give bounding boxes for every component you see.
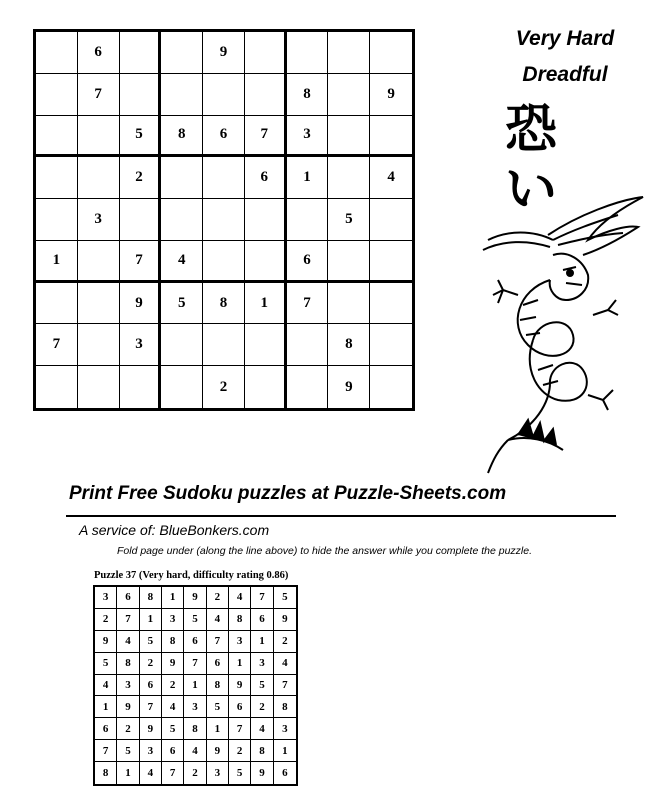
answer-cell: 1 bbox=[140, 609, 162, 631]
puzzle-cell bbox=[120, 366, 162, 408]
answer-cell: 2 bbox=[117, 718, 139, 740]
puzzle-cell: 3 bbox=[78, 199, 120, 241]
answer-cell: 3 bbox=[251, 653, 273, 675]
puzzle-cell bbox=[36, 32, 78, 74]
puzzle-cell bbox=[328, 116, 370, 158]
answer-cell: 7 bbox=[162, 762, 184, 784]
puzzle-cell bbox=[245, 241, 287, 283]
answer-caption: Puzzle 37 (Very hard, difficulty rating 0.86) bbox=[94, 570, 289, 581]
answer-cell: 2 bbox=[207, 587, 229, 609]
answer-cell: 9 bbox=[207, 740, 229, 762]
answer-cell: 6 bbox=[140, 675, 162, 697]
answer-cell: 1 bbox=[207, 718, 229, 740]
answer-cell: 7 bbox=[207, 631, 229, 653]
puzzle-cell bbox=[161, 32, 203, 74]
answer-cell: 6 bbox=[117, 587, 139, 609]
puzzle-cell bbox=[245, 32, 287, 74]
puzzle-cell: 9 bbox=[328, 366, 370, 408]
answer-cell: 1 bbox=[251, 631, 273, 653]
puzzle-cell bbox=[36, 116, 78, 158]
puzzle-cell bbox=[287, 32, 329, 74]
answer-cell: 6 bbox=[207, 653, 229, 675]
answer-cell: 5 bbox=[251, 675, 273, 697]
answer-cell: 3 bbox=[274, 718, 296, 740]
answer-cell: 7 bbox=[274, 675, 296, 697]
answer-cell: 1 bbox=[184, 675, 206, 697]
answer-cell: 6 bbox=[282, 767, 288, 780]
answer-cell: 8 bbox=[95, 762, 117, 784]
answer-cell: 4 bbox=[274, 653, 296, 675]
answer-cell: 2 bbox=[251, 696, 273, 718]
puzzle-cell bbox=[203, 241, 245, 283]
puzzle-cell bbox=[36, 366, 78, 408]
answer-cell: 8 bbox=[207, 675, 229, 697]
puzzle-cell bbox=[370, 199, 412, 241]
puzzle-cell: 5 bbox=[328, 199, 370, 241]
puzzle-cell bbox=[328, 241, 370, 283]
answer-cell: 4 bbox=[162, 696, 184, 718]
difficulty-sublabel: Dreadful bbox=[522, 63, 608, 86]
answer-cell: 4 bbox=[117, 631, 139, 653]
answer-cell: 9 bbox=[184, 587, 206, 609]
puzzle-cell bbox=[78, 283, 120, 325]
answer-cell: 4 bbox=[207, 609, 229, 631]
answer-cell: 7 bbox=[251, 587, 273, 609]
puzzle-cell bbox=[120, 32, 162, 74]
puzzle-cell: 3 bbox=[287, 116, 329, 158]
answer-cell: 5 bbox=[229, 762, 251, 784]
answer-cell: 7 bbox=[117, 609, 139, 631]
puzzle-cell bbox=[78, 324, 120, 366]
answer-cell: 4 bbox=[229, 587, 251, 609]
answer-cell: 8 bbox=[184, 718, 206, 740]
answer-cell: 5 bbox=[207, 696, 229, 718]
answer-cell: 5 bbox=[140, 631, 162, 653]
puzzle-cell bbox=[78, 241, 120, 283]
answer-cell: 6 bbox=[229, 696, 251, 718]
answer-cell: 3 bbox=[140, 740, 162, 762]
answer-cell: 3 bbox=[229, 631, 251, 653]
puzzle-cell bbox=[120, 74, 162, 116]
puzzle-cell: 6 bbox=[78, 32, 120, 74]
puzzle-cell bbox=[370, 283, 412, 325]
puzzle-cell bbox=[328, 157, 370, 199]
answer-cell: 9 bbox=[95, 631, 117, 653]
puzzle-cell bbox=[78, 116, 120, 158]
answer-cell: 1 bbox=[95, 696, 117, 718]
answer-cell: 2 bbox=[229, 740, 251, 762]
answer-cell: 4 bbox=[251, 718, 273, 740]
puzzle-cell: 8 bbox=[161, 116, 203, 158]
puzzle-cell bbox=[370, 324, 412, 366]
puzzle-cell: 6 bbox=[203, 116, 245, 158]
puzzle-cell bbox=[36, 157, 78, 199]
puzzle-cell bbox=[161, 366, 203, 408]
kanji-character: い bbox=[505, 159, 558, 220]
puzzle-cell bbox=[370, 366, 412, 408]
puzzle-cell: 1 bbox=[245, 283, 287, 325]
puzzle-cell: 8 bbox=[287, 74, 329, 116]
puzzle-cell bbox=[287, 366, 329, 408]
answer-cell: 6 bbox=[162, 740, 184, 762]
puzzle-cell: 5 bbox=[161, 283, 203, 325]
answer-cell: 3 bbox=[207, 762, 229, 784]
answer-cell: 8 bbox=[140, 587, 162, 609]
kanji-character: 恐 bbox=[505, 99, 558, 160]
puzzle-cell: 8 bbox=[203, 283, 245, 325]
answer-cell: 2 bbox=[274, 631, 296, 653]
puzzle-cell bbox=[120, 199, 162, 241]
difficulty-label: Very Hard bbox=[515, 27, 615, 50]
puzzle-cell: 6 bbox=[245, 157, 287, 199]
puzzle-cell bbox=[36, 74, 78, 116]
puzzle-cell: 7 bbox=[36, 324, 78, 366]
answer-cell: 7 bbox=[95, 740, 117, 762]
answer-cell: 3 bbox=[95, 587, 117, 609]
answer-cell: 9 bbox=[140, 718, 162, 740]
puzzle-cell bbox=[287, 324, 329, 366]
answer-cell: 5 bbox=[95, 653, 117, 675]
puzzle-cell bbox=[161, 74, 203, 116]
puzzle-cell: 8 bbox=[328, 324, 370, 366]
puzzle-cell bbox=[161, 199, 203, 241]
puzzle-cell bbox=[328, 74, 370, 116]
puzzle-cell: 9 bbox=[370, 74, 412, 116]
answer-cell: 1 bbox=[229, 653, 251, 675]
fold-instruction: Fold page under (along the line above) to hide the answer while you complete the puzzle. bbox=[117, 545, 533, 557]
answer-cell: 4 bbox=[140, 762, 162, 784]
puzzle-cell: 2 bbox=[120, 157, 162, 199]
puzzle-cell: 6 bbox=[287, 241, 329, 283]
puzzle-cell: 3 bbox=[120, 324, 162, 366]
puzzle-cell: 2 bbox=[203, 366, 245, 408]
puzzle-cell: 4 bbox=[161, 241, 203, 283]
answer-cell: 8 bbox=[162, 631, 184, 653]
answer-cell: 3 bbox=[184, 696, 206, 718]
answer-cell: 9 bbox=[162, 653, 184, 675]
puzzle-cell: 7 bbox=[287, 283, 329, 325]
answer-cell: 4 bbox=[184, 740, 206, 762]
answer-cell: 8 bbox=[229, 609, 251, 631]
answer-cell: 4 bbox=[95, 675, 117, 697]
answer-cell: 7 bbox=[140, 696, 162, 718]
answer-cell: 5 bbox=[274, 587, 296, 609]
sudoku-puzzle-grid bbox=[33, 29, 415, 411]
puzzle-cell: 5 bbox=[120, 116, 162, 158]
answer-cell: 6 bbox=[251, 609, 273, 631]
answer-cell: 6 bbox=[184, 631, 206, 653]
puzzle-cell bbox=[245, 366, 287, 408]
answer-cell: 5 bbox=[162, 718, 184, 740]
puzzle-cell: 9 bbox=[203, 32, 245, 74]
answer-cell: 7 bbox=[184, 653, 206, 675]
answer-grid bbox=[93, 585, 298, 786]
answer-cell: 3 bbox=[117, 675, 139, 697]
puzzle-cell bbox=[203, 199, 245, 241]
dragon-illustration bbox=[478, 195, 648, 475]
answer-cell: 5 bbox=[117, 740, 139, 762]
puzzle-cell bbox=[245, 74, 287, 116]
answer-cell: 1 bbox=[162, 587, 184, 609]
puzzle-cell: 1 bbox=[287, 157, 329, 199]
puzzle-cell: 4 bbox=[370, 157, 412, 199]
puzzle-cell bbox=[36, 283, 78, 325]
puzzle-cell bbox=[287, 199, 329, 241]
answer-cell: 1 bbox=[274, 740, 296, 762]
puzzle-cell bbox=[370, 32, 412, 74]
puzzle-cell bbox=[203, 157, 245, 199]
puzzle-cell bbox=[328, 283, 370, 325]
puzzle-cell bbox=[203, 324, 245, 366]
puzzle-cell: 1 bbox=[36, 241, 78, 283]
answer-cell: 8 bbox=[251, 740, 273, 762]
puzzle-cell bbox=[245, 199, 287, 241]
fold-line-divider bbox=[66, 515, 616, 517]
answer-cell: 2 bbox=[95, 609, 117, 631]
puzzle-cell: 9 bbox=[120, 283, 162, 325]
puzzle-cell: 7 bbox=[245, 116, 287, 158]
puzzle-cell bbox=[245, 324, 287, 366]
puzzle-cell bbox=[78, 366, 120, 408]
answer-cell: 6 bbox=[95, 718, 117, 740]
answer-cell: 2 bbox=[162, 675, 184, 697]
puzzle-cell bbox=[328, 32, 370, 74]
answer-cell: 5 bbox=[184, 609, 206, 631]
answer-cell: 7 bbox=[229, 718, 251, 740]
answer-cell: 9 bbox=[229, 675, 251, 697]
answer-cell: 9 bbox=[274, 609, 296, 631]
puzzle-cell: 7 bbox=[78, 74, 120, 116]
puzzle-cell bbox=[78, 157, 120, 199]
puzzle-cell bbox=[36, 199, 78, 241]
puzzle-cell bbox=[161, 157, 203, 199]
answer-cell: 3 bbox=[162, 609, 184, 631]
answer-cell: 1 bbox=[117, 762, 139, 784]
answer-cell: 2 bbox=[184, 762, 206, 784]
puzzle-cell bbox=[161, 324, 203, 366]
puzzle-cell: 7 bbox=[120, 241, 162, 283]
answer-cell: 9 bbox=[117, 696, 139, 718]
answer-cell: 8 bbox=[117, 653, 139, 675]
service-credit: A service of: BlueBonkers.com bbox=[79, 522, 270, 538]
answer-cell: 8 bbox=[274, 696, 296, 718]
answer-cell: 9 bbox=[251, 762, 273, 784]
puzzle-cell bbox=[203, 74, 245, 116]
answer-cell: 2 bbox=[140, 653, 162, 675]
puzzle-cell bbox=[370, 116, 412, 158]
puzzle-cell bbox=[370, 241, 412, 283]
headline-text: Print Free Sudoku puzzles at Puzzle-Sheets.com bbox=[69, 483, 507, 504]
